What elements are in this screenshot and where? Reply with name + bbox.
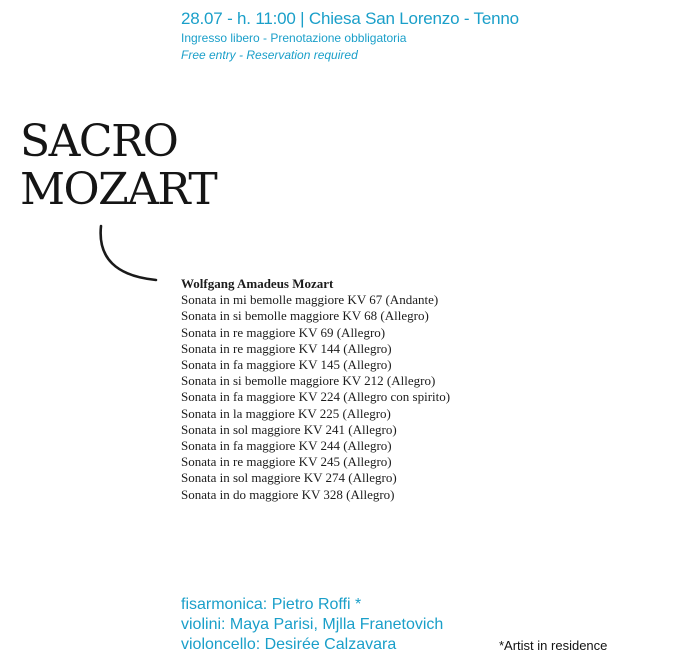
program-piece: Sonata in si bemolle maggiore KV 212 (Allegro) (181, 373, 436, 389)
program-piece: Sonata in fa maggiore KV 244 (Allegro) (181, 438, 392, 454)
program-piece: Sonata in sol maggiore KV 241 (Allegro) (181, 421, 397, 437)
program-piece: Sonata in sol maggiore KV 274 (Allegro) (181, 470, 397, 486)
event-date-location: 28.07 - h. 11:00 | Chiesa San Lorenzo - Tenno (181, 9, 519, 28)
program-piece: Sonata in do maggiore KV 328 (Allegro) (181, 486, 395, 502)
program-piece: Sonata in mi bemolle maggiore KV 67 (Andante) (181, 292, 439, 308)
performers-list (181, 595, 443, 655)
concert-title (20, 118, 216, 214)
program-piece: Sonata in re maggiore KV 69 (Allegro) (181, 324, 386, 340)
pieces-list (181, 292, 450, 503)
decorative-arc (92, 222, 162, 284)
event-entry-info-it: Ingresso libero - Prenotazione obbligatoria (181, 31, 407, 45)
concert-title-line1: SACRO (20, 116, 178, 167)
event-entry-info-en: Free entry - Reservation required (181, 48, 358, 62)
program-piece: Sonata in re maggiore KV 245 (Allegro) (181, 454, 392, 470)
program-piece: Sonata in fa maggiore KV 145 (Allegro) (181, 357, 392, 373)
artist-in-residence-note: *Artist in residence (499, 638, 608, 653)
composer-name: Wolfgang Amadeus Mozart (181, 276, 334, 291)
performer-violins: violini: Maya Parisi, Mjlla Franetovich (181, 616, 444, 633)
program-piece: Sonata in la maggiore KV 225 (Allegro) (181, 405, 391, 421)
performer-accordion: fisarmonica: Pietro Roffi * (181, 596, 362, 613)
performer-cello: violoncello: Desirée Calzavara (181, 636, 397, 653)
program-list (181, 276, 450, 503)
concert-title-line2: MOZART (20, 164, 217, 215)
program-piece: Sonata in si bemolle maggiore KV 68 (Allegro) (181, 308, 429, 324)
program-piece: Sonata in fa maggiore KV 224 (Allegro con spirito) (181, 389, 451, 405)
program-piece: Sonata in re maggiore KV 144 (Allegro) (181, 340, 392, 356)
